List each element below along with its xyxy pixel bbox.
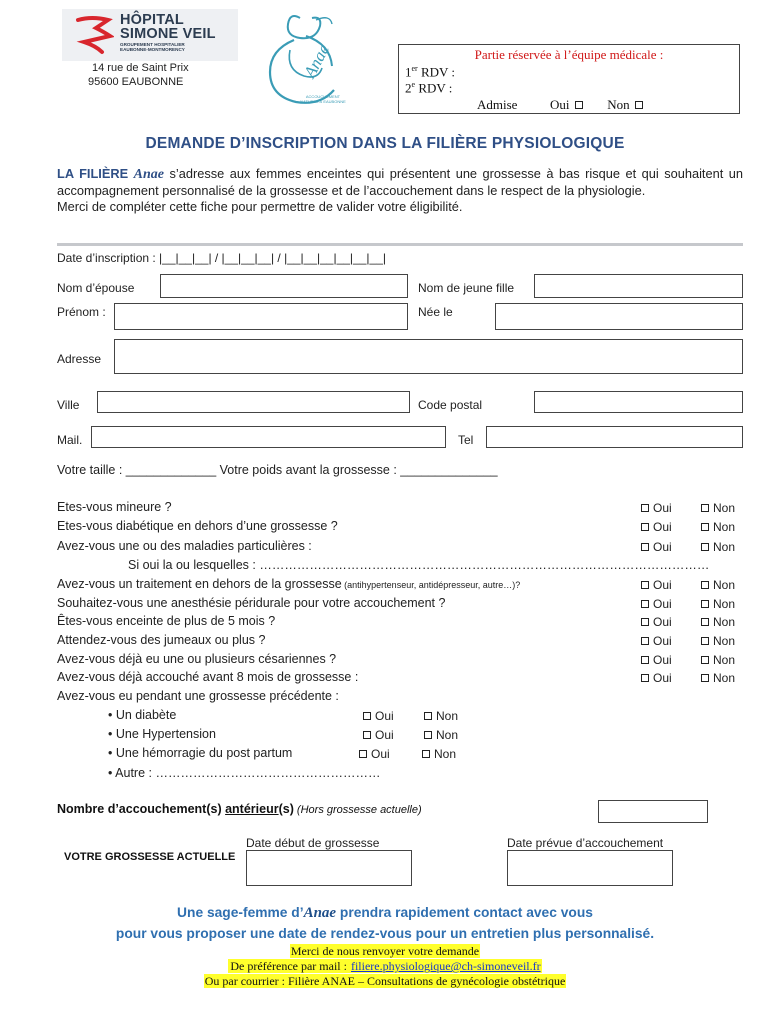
checkbox-icon xyxy=(641,581,649,589)
si-oui-field[interactable]: Si oui la ou lesquelles : ……………………………………………………………………………………………… xyxy=(128,558,710,572)
hospital-logo-mark-icon xyxy=(74,14,114,56)
option-non[interactable]: Non xyxy=(701,540,735,554)
question-traitement: Avez-vous un traitement en dehors de la grossesse (antihypertenseur, antidépresseur, autre…)? xyxy=(57,577,521,591)
mail-label: Mail. xyxy=(57,433,83,447)
medical-box-title: Partie réservée à l’équipe médicale : xyxy=(474,47,664,62)
admise-oui[interactable]: Oui xyxy=(550,97,587,112)
option-non[interactable]: Non xyxy=(701,501,735,515)
option-non[interactable]: Non xyxy=(424,709,458,723)
date-debut-label: Date début de grossesse xyxy=(246,836,380,850)
anae-logo-text: Anae xyxy=(300,41,334,81)
checkbox-icon xyxy=(641,504,649,512)
adresse-input[interactable] xyxy=(114,339,743,374)
question-maladies: Avez-vous une ou des maladies particulières : xyxy=(57,539,312,553)
option-oui[interactable]: Oui xyxy=(641,578,672,592)
question-jumeaux: Attendez-vous des jumeaux ou plus ? xyxy=(57,633,266,647)
question-cesariennes: Avez-vous déjà eu une ou plusieurs césariennes ? xyxy=(57,652,337,666)
prenom-label: Prénom : xyxy=(57,305,106,319)
nom-epouse-label: Nom d’épouse xyxy=(57,281,135,295)
question-grossesse-precedente: Avez-vous eu pendant une grossesse précédente : xyxy=(57,689,339,703)
taille-poids-field[interactable]: Votre taille : _____________ Votre poids avant la grossesse : ______________ xyxy=(57,463,498,477)
date-prevue-input[interactable] xyxy=(507,850,673,886)
nombre-accouchements-input[interactable] xyxy=(598,800,708,823)
code-postal-input[interactable] xyxy=(534,391,743,413)
option-oui[interactable]: Oui xyxy=(641,597,672,611)
item-diabete: • Un diabète xyxy=(108,708,177,722)
question-diabetique: Etes-vous diabétique en dehors d’une grossesse ? xyxy=(57,519,338,533)
item-hemorragie: • Une hémorragie du post partum xyxy=(108,746,293,760)
tel-input[interactable] xyxy=(486,426,743,448)
question-peridurale: Souhaitez-vous une anesthésie péridurale pour votre accouchement ? xyxy=(57,596,446,610)
anae-logo xyxy=(260,10,352,110)
checkbox-icon xyxy=(641,637,649,645)
date-prevue-label: Date prévue d’accouchement xyxy=(507,836,664,850)
question-mineure: Etes-vous mineure ? xyxy=(57,500,172,514)
option-non[interactable]: Non xyxy=(701,578,735,592)
option-oui[interactable]: Oui xyxy=(641,634,672,648)
option-oui[interactable]: Oui xyxy=(363,709,394,723)
page-title: DEMANDE D’INSCRIPTION DANS LA FILIÈRE PHYSIOLOGIQUE xyxy=(145,135,625,152)
prenom-input[interactable] xyxy=(114,303,408,330)
checkbox-icon xyxy=(363,712,371,720)
checkbox-icon xyxy=(363,731,371,739)
adresse-label: Adresse xyxy=(57,352,102,366)
hospital-address: 14 rue de Saint Prix 95600 EAUBONNE xyxy=(88,62,189,88)
option-oui[interactable]: Oui xyxy=(641,540,672,554)
contact-line-3: Ou par courrier : Filière ANAE – Consultations de gynécologie obstétrique xyxy=(204,974,566,988)
checkbox-icon xyxy=(701,504,709,512)
option-non[interactable]: Non xyxy=(701,520,735,534)
anae-logo-subtitle: ACCOUCHEMENT NATUREL À EAUBONNE xyxy=(300,94,346,104)
section-divider xyxy=(57,243,743,246)
option-oui[interactable]: Oui xyxy=(641,520,672,534)
option-non[interactable]: Non xyxy=(424,728,458,742)
checkbox-icon xyxy=(359,750,367,758)
option-non[interactable]: Non xyxy=(701,615,735,629)
nom-epouse-input[interactable] xyxy=(160,274,408,298)
nom-jeune-fille-input[interactable] xyxy=(534,274,743,298)
option-oui[interactable]: Oui xyxy=(641,671,672,685)
nom-jeune-fille-label: Nom de jeune fille xyxy=(418,281,515,295)
grossesse-actuelle-label: VOTRE GROSSESSE ACTUELLE xyxy=(64,851,236,863)
option-oui[interactable]: Oui xyxy=(359,747,390,761)
contact-line-2: De préférence par mail : filiere.physiologique@ch-simoneveil.fr xyxy=(230,959,541,973)
checkbox-icon xyxy=(701,600,709,608)
checkbox-icon xyxy=(701,523,709,531)
option-oui[interactable]: Oui xyxy=(641,501,672,515)
checkbox-icon xyxy=(641,656,649,664)
option-non[interactable]: Non xyxy=(701,634,735,648)
option-oui[interactable]: Oui xyxy=(641,615,672,629)
item-autre-field[interactable]: • Autre : ……………………………………………… xyxy=(108,766,381,780)
checkbox-icon xyxy=(422,750,430,758)
intro-paragraph: LA FILIÈRE Anae s’adresse aux femmes enceintes qui présentent une grossesse à bas risque et qui souhaitent un accompagnement personnalisé de la grossesse et de l’accouchement dans le respect de la physiologie. Merci de compléter cette fiche pour permettre de valider votre éligibilité. xyxy=(57,166,743,214)
checkbox-icon xyxy=(701,637,709,645)
checkbox-icon xyxy=(424,731,432,739)
option-oui[interactable]: Oui xyxy=(363,728,394,742)
ville-input[interactable] xyxy=(97,391,410,413)
hospital-group: GROUPEMENT HOSPITALIER EAUBONNE-MONTMORENCY xyxy=(120,42,185,53)
option-non[interactable]: Non xyxy=(701,597,735,611)
nee-le-label: Née le xyxy=(418,305,453,319)
footer-line-2: pour vous proposer une date de rendez-vous pour un entretien plus personnalisé. xyxy=(115,926,655,941)
checkbox-icon xyxy=(424,712,432,720)
admise-non[interactable]: Non xyxy=(607,97,647,112)
checkbox-icon xyxy=(641,600,649,608)
checkbox-icon xyxy=(701,618,709,626)
checkbox-icon xyxy=(641,523,649,531)
hospital-logo xyxy=(62,9,238,61)
email-link[interactable]: filiere.physiologique@ch-simoneveil.fr xyxy=(350,959,541,973)
checkbox-icon xyxy=(641,674,649,682)
checkbox-icon xyxy=(701,581,709,589)
mail-input[interactable] xyxy=(91,426,446,448)
checkbox-icon xyxy=(641,618,649,626)
option-oui[interactable]: Oui xyxy=(641,653,672,667)
contact-line-1: Merci de nous renvoyer votre demande xyxy=(290,944,480,958)
checkbox-icon xyxy=(701,543,709,551)
nee-le-input[interactable] xyxy=(495,303,743,330)
medical-team-box xyxy=(398,44,740,114)
question-8-mois: Avez-vous déjà accouché avant 8 mois de grossesse : xyxy=(57,670,359,684)
item-hypertension: • Une Hypertension xyxy=(108,727,216,741)
question-5-mois: Êtes-vous enceinte de plus de 5 mois ? xyxy=(57,614,276,628)
hospital-name: HÔPITAL SIMONE VEIL xyxy=(120,12,216,42)
code-postal-label: Code postal xyxy=(418,398,483,412)
option-non[interactable]: Non xyxy=(422,747,456,761)
checkbox-icon xyxy=(641,543,649,551)
checkbox-icon xyxy=(575,101,583,109)
date-inscription-field[interactable]: Date d’inscription : |__|__|__| / |__|__|__| / |__|__|__|__|__|__| xyxy=(57,251,386,265)
ville-label: Ville xyxy=(57,398,80,412)
rdv1-label: 1er RDV : xyxy=(405,64,456,80)
checkbox-icon xyxy=(635,101,643,109)
checkbox-icon xyxy=(701,656,709,664)
tel-label: Tel xyxy=(458,433,474,447)
option-non[interactable]: Non xyxy=(701,671,735,685)
rdv2-label: 2e RDV : xyxy=(405,80,453,96)
nombre-accouchements-label: Nombre d’accouchement(s) antérieur(s) (Hors grossesse actuelle) xyxy=(57,802,422,816)
admise-label: Admise xyxy=(477,97,518,112)
date-debut-input[interactable] xyxy=(246,850,412,886)
checkbox-icon xyxy=(701,674,709,682)
admise-row xyxy=(477,97,647,113)
footer-line-1: Une sage-femme d’Anae prendra rapidement contact avec vous xyxy=(177,905,593,921)
option-non[interactable]: Non xyxy=(701,653,735,667)
